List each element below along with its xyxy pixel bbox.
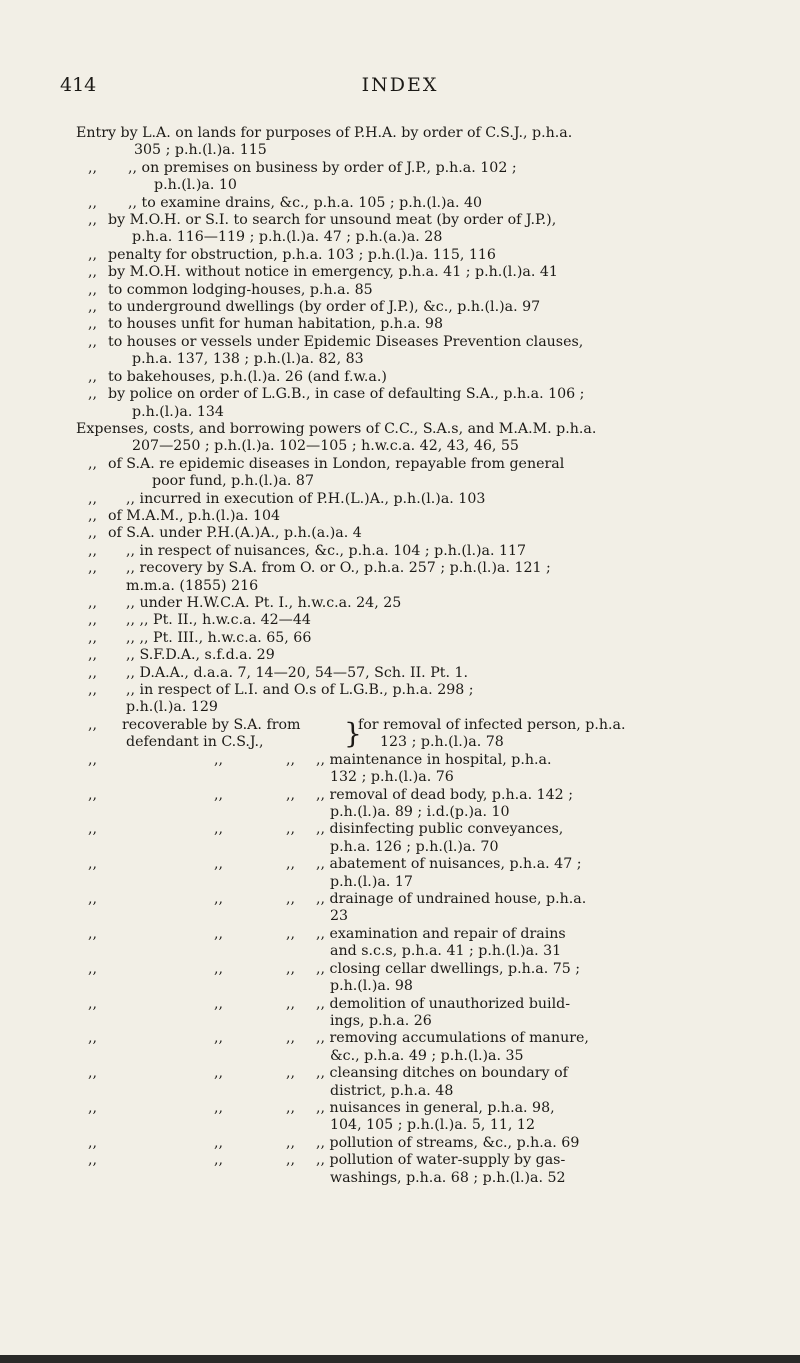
ditto-mark: ,, bbox=[286, 1152, 296, 1169]
ditto-mark: ,, bbox=[88, 856, 98, 873]
item-line: &c., p.h.a. 49 ; p.h.(l.)a. 35 bbox=[330, 1047, 524, 1064]
index-subentry: ,, to bakehouses, p.h.(l.)a. 26 (and f.w.a.) bbox=[88, 368, 387, 385]
ditto-mark: ,, bbox=[214, 1134, 224, 1151]
recoverable-item-text bbox=[76, 926, 766, 961]
item-line: p.h.a. 126 ; p.h.(l.)a. 70 bbox=[330, 838, 499, 855]
index-subentry: ,, ,, in respect of nuisances, &c., p.h.a. 104 ; p.h.(l.)a. 117 bbox=[88, 542, 527, 559]
recoverable-list bbox=[76, 752, 766, 1187]
ditto-mark: ,, bbox=[88, 1099, 98, 1116]
recoverable-item-text bbox=[76, 961, 766, 996]
page-header bbox=[0, 74, 800, 104]
list-item bbox=[76, 1100, 766, 1135]
item-line: ,, removal of dead body, p.h.a. 142 ; bbox=[316, 786, 573, 803]
ditto-mark: ,, bbox=[88, 995, 98, 1012]
ditto-mark: ,, bbox=[214, 1152, 224, 1169]
item-line: ,, pollution of streams, &c., p.h.a. 69 bbox=[316, 1134, 580, 1151]
ditto-mark: ,, bbox=[286, 856, 296, 873]
ditto-mark: ,, bbox=[214, 856, 224, 873]
item-line: 23 bbox=[330, 908, 349, 925]
index-subentry: ,, ,, ,, Pt. III., h.w.c.a. 65, 66 bbox=[88, 629, 312, 646]
recoverable-item-text bbox=[76, 1135, 766, 1152]
ditto-mark: ,, bbox=[214, 960, 224, 977]
index-subentry: ,, by M.O.H. without notice in emergency, p.h.a. 41 ; p.h.(l.)a. 41 bbox=[88, 264, 558, 281]
ditto-mark: ,, bbox=[286, 1065, 296, 1082]
list-item bbox=[76, 856, 766, 891]
ditto-mark: ,, bbox=[286, 1134, 296, 1151]
recoverable-entry: ,, recoverable by S.A. from defendant in C.S.J., } for removal of infected person, p.h.a. 123 ; p.h.(l.)a. 78 bbox=[76, 717, 766, 752]
brace-glyph: } bbox=[344, 716, 362, 750]
ditto-mark: ,, bbox=[214, 821, 224, 838]
item-line: district, p.h.a. 48 bbox=[330, 1082, 454, 1099]
list-item bbox=[76, 926, 766, 961]
recoverable-item-text bbox=[76, 1152, 766, 1187]
index-subentry: ,, of S.A. under P.H.(A.)A., p.h.(a.)a. 4 bbox=[88, 525, 362, 542]
ditto-mark: ,, bbox=[214, 751, 224, 768]
ditto-mark: ,, bbox=[214, 1065, 224, 1082]
index-subentry: ,, to underground dwellings (by order of J.P.), &c., p.h.(l.)a. 97 bbox=[88, 299, 541, 316]
index-subentry: ,, of M.A.M., p.h.(l.)a. 104 bbox=[88, 507, 281, 524]
list-item bbox=[76, 1135, 766, 1152]
item-line: ,, abatement of nuisances, p.h.a. 47 ; bbox=[316, 856, 582, 873]
item-line: washings, p.h.a. 68 ; p.h.(l.)a. 52 bbox=[330, 1169, 566, 1186]
item-line: ings, p.h.a. 26 bbox=[330, 1012, 432, 1029]
ditto-mark: ,, bbox=[286, 995, 296, 1012]
index-body bbox=[76, 125, 766, 1187]
index-subentry: ,, ,, on premises on business by order of J.P., p.h.a. 102 ; p.h.(l.)a. 10 bbox=[88, 159, 517, 194]
recoverable-label: recoverable by S.A. from defendant in C.S.J., bbox=[122, 716, 301, 751]
index-subentry: ,, ,, S.F.D.A., s.f.d.a. 29 bbox=[88, 647, 275, 664]
list-item bbox=[76, 752, 766, 787]
item-line: 104, 105 ; p.h.(l.)a. 5, 11, 12 bbox=[330, 1117, 535, 1134]
ditto-mark: ,, bbox=[88, 786, 98, 803]
item-line: p.h.(l.)a. 17 bbox=[330, 873, 413, 890]
list-item bbox=[76, 1065, 766, 1100]
ditto-mark: ,, bbox=[88, 1065, 98, 1082]
ditto-mark: ,, bbox=[214, 891, 224, 908]
index-subentry: ,, ,, ,, Pt. II., h.w.c.a. 42—44 bbox=[88, 612, 311, 629]
list-item bbox=[76, 787, 766, 822]
page-title: INDEX bbox=[361, 74, 439, 96]
recoverable-item-text bbox=[76, 752, 766, 787]
list-item bbox=[76, 996, 766, 1031]
index-subentry: ,, ,, D.A.A., d.a.a. 7, 14—20, 54—57, Sch. II. Pt. 1. bbox=[88, 664, 469, 681]
item-line: ,, drainage of undrained house, p.h.a. bbox=[316, 891, 587, 908]
index-subentry: ,, ,, in respect of L.I. and O.s of L.G.B., p.h.a. 298 ; p.h.(l.)a. 129 bbox=[88, 682, 474, 716]
recoverable-item-text bbox=[76, 996, 766, 1031]
list-item bbox=[76, 821, 766, 856]
ditto-mark: ,, bbox=[286, 786, 296, 803]
ditto-mark: ,, bbox=[214, 925, 224, 942]
recoverable-item-text bbox=[76, 856, 766, 891]
index-subentry: ,, to houses or vessels under Epidemic Diseases Prevention clauses, p.h.a. 137, 138 ; p.h.(l.)a. 82, 83 bbox=[88, 333, 584, 368]
item-line: ,, disinfecting public conveyances, bbox=[316, 821, 564, 838]
recoverable-item-text bbox=[76, 821, 766, 856]
recoverable-purpose: for removal of infected person, p.h.a. 123 ; p.h.(l.)a. 78 bbox=[358, 716, 626, 751]
item-line: and s.c.s, p.h.a. 41 ; p.h.(l.)a. 31 bbox=[330, 943, 562, 960]
page-number: 414 bbox=[60, 74, 97, 96]
index-subentry: ,, to common lodging-houses, p.h.a. 85 bbox=[88, 281, 373, 298]
index-subentry: ,, ,, incurred in execution of P.H.(L.)A., p.h.(l.)a. 103 bbox=[88, 490, 486, 507]
ditto-mark: ,, bbox=[286, 1030, 296, 1047]
recoverable-item-text bbox=[76, 1100, 766, 1135]
item-line: ,, removing accumulations of manure, bbox=[316, 1030, 589, 1047]
item-line: ,, nuisances in general, p.h.a. 98, bbox=[316, 1099, 555, 1116]
recoverable-item-text bbox=[76, 787, 766, 822]
ditto-mark: ,, bbox=[88, 1152, 98, 1169]
recoverable-item-text bbox=[76, 891, 766, 926]
ditto-mark: ,, bbox=[88, 751, 98, 768]
ditto-mark: ,, bbox=[286, 891, 296, 908]
list-item bbox=[76, 961, 766, 996]
ditto-mark: ,, bbox=[88, 1030, 98, 1047]
list-item bbox=[76, 891, 766, 926]
ditto-mark: ,, bbox=[214, 1030, 224, 1047]
ditto-mark: ,, bbox=[286, 1099, 296, 1116]
item-line: ,, cleansing ditches on boundary of bbox=[316, 1065, 568, 1082]
ditto-mark: ,, bbox=[88, 891, 98, 908]
item-line: 132 ; p.h.(l.)a. 76 bbox=[330, 769, 454, 786]
item-line: p.h.(l.)a. 98 bbox=[330, 978, 413, 995]
ditto-mark: ,, bbox=[214, 995, 224, 1012]
list-item bbox=[76, 1030, 766, 1065]
index-entry-heading: Expenses, costs, and borrowing powers of C.C., S.A.s, and M.A.M. p.h.a. 207—250 ; p.h.(l.)a. 102—105 ; h.w.c.a. 42, 43, 46, 55 bbox=[76, 420, 597, 455]
recoverable-item-text bbox=[76, 1030, 766, 1065]
index-subentry: ,, ,, under H.W.C.A. Pt. I., h.w.c.a. 24, 25 bbox=[88, 594, 402, 611]
item-line: ,, pollution of water-supply by gas- bbox=[316, 1152, 566, 1169]
index-entry-heading: Entry by L.A. on lands for purposes of P.H.A. by order of C.S.J., p.h.a. 305 ; p.h.(l.)a. 115 bbox=[76, 125, 573, 159]
ditto-mark: ,, bbox=[88, 960, 98, 977]
item-line: ,, examination and repair of drains bbox=[316, 925, 566, 942]
item-line: p.h.(l.)a. 89 ; i.d.(p.)a. 10 bbox=[330, 804, 510, 821]
index-subentry: ,, ,, recovery by S.A. from O. or O., p.h.a. 257 ; p.h.(l.)a. 121 ; m.m.a. (1855) 216 bbox=[88, 560, 551, 594]
item-line: ,, demolition of unauthorized build- bbox=[316, 995, 571, 1012]
index-subentry: ,, penalty for obstruction, p.h.a. 103 ; p.h.(l.)a. 115, 116 bbox=[88, 246, 496, 263]
index-subentry: ,, ,, to examine drains, &c., p.h.a. 105 ; p.h.(l.)a. 40 bbox=[88, 194, 483, 211]
ditto-mark: ,, bbox=[88, 821, 98, 838]
index-subentry: ,, of S.A. re epidemic diseases in London, repayable from general poor fund, p.h.(l.)a. 87 bbox=[88, 455, 565, 490]
ditto-mark: ,, bbox=[88, 1134, 98, 1151]
index-subentry: ,, to houses unfit for human habitation, p.h.a. 98 bbox=[88, 316, 443, 333]
page-bottom-edge bbox=[0, 1355, 800, 1363]
ditto-mark: ,, bbox=[286, 925, 296, 942]
recoverable-item-text bbox=[76, 1065, 766, 1100]
index-subentry: ,, by police on order of L.G.B., in case of defaulting S.A., p.h.a. 106 ; p.h.(l.)a. 134 bbox=[88, 386, 585, 420]
item-line: ,, closing cellar dwellings, p.h.a. 75 ; bbox=[316, 960, 581, 977]
ditto-mark: ,, bbox=[214, 1099, 224, 1116]
list-item bbox=[76, 1152, 766, 1187]
ditto-mark: ,, bbox=[286, 751, 296, 768]
ditto-mark: ,, bbox=[88, 925, 98, 942]
item-line: ,, maintenance in hospital, p.h.a. bbox=[316, 751, 552, 768]
index-subentry: ,, by M.O.H. or S.I. to search for unsound meat (by order of J.P.), p.h.a. 116—119 ; p.h.(l.)a. 47 ; p.h.(a.)a. 28 bbox=[88, 212, 557, 246]
ditto-mark: ,, bbox=[214, 786, 224, 803]
ditto-mark: ,, bbox=[286, 960, 296, 977]
ditto-mark: ,, bbox=[286, 821, 296, 838]
